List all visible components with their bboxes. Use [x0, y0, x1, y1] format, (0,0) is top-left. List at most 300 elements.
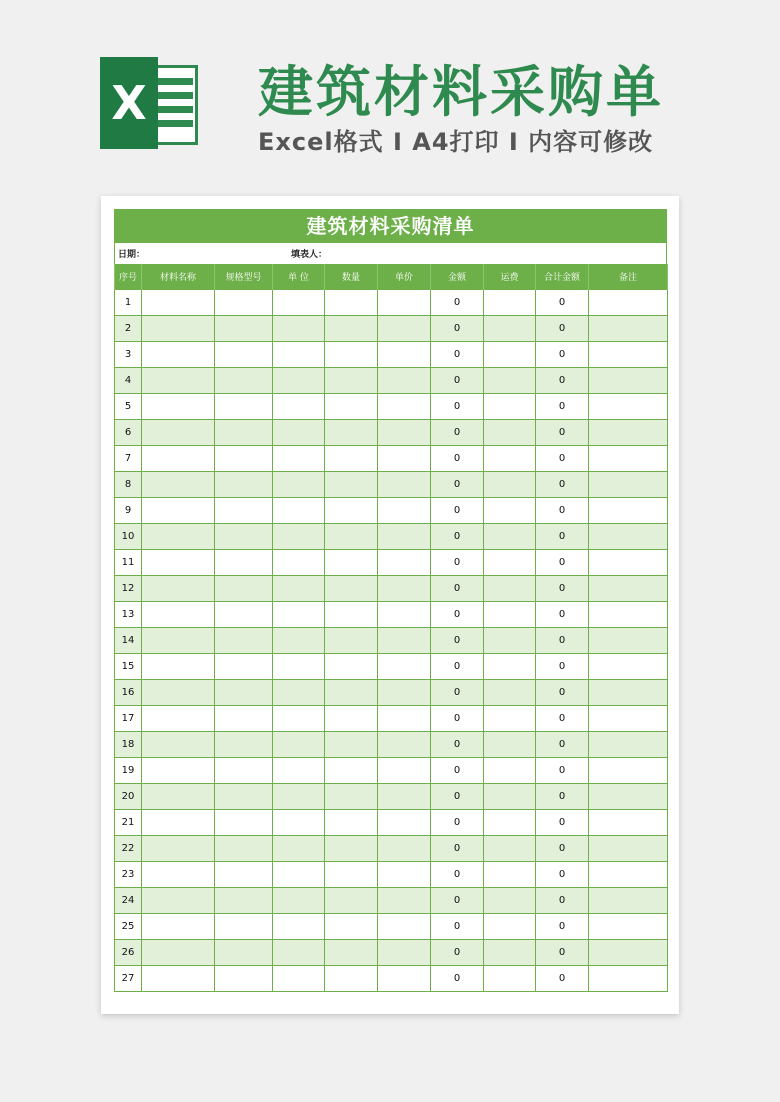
cell-unit[interactable] [273, 836, 325, 862]
cell-freight[interactable] [484, 524, 536, 550]
col-header-remark: 备注 [589, 264, 668, 290]
cell-freight[interactable] [484, 576, 536, 602]
cell-spec[interactable] [215, 654, 273, 680]
cell-no: 20 [115, 784, 142, 810]
cell-no: 8 [115, 472, 142, 498]
cell-freight[interactable] [484, 810, 536, 836]
cell-spec[interactable] [215, 316, 273, 342]
cell-spec[interactable] [215, 368, 273, 394]
cell-remark[interactable] [589, 940, 668, 966]
cell-qty[interactable] [325, 654, 378, 680]
cell-total[interactable]: 0 [536, 368, 589, 394]
cell-remark[interactable] [589, 602, 668, 628]
cell-qty[interactable] [325, 628, 378, 654]
cell-qty[interactable] [325, 342, 378, 368]
cell-price[interactable] [378, 316, 431, 342]
cell-material[interactable] [142, 342, 215, 368]
cell-qty[interactable] [325, 914, 378, 940]
cell-price[interactable] [378, 680, 431, 706]
cell-no: 4 [115, 368, 142, 394]
cell-price[interactable] [378, 784, 431, 810]
cell-price[interactable] [378, 888, 431, 914]
cell-unit[interactable] [273, 628, 325, 654]
cell-remark[interactable] [589, 550, 668, 576]
cell-spec[interactable] [215, 810, 273, 836]
cell-amount[interactable]: 0 [431, 628, 484, 654]
cell-spec[interactable] [215, 524, 273, 550]
cell-material[interactable] [142, 758, 215, 784]
cell-no: 27 [115, 966, 142, 992]
table-row [115, 654, 668, 680]
cell-material[interactable] [142, 888, 215, 914]
cell-unit[interactable] [273, 576, 325, 602]
cell-amount[interactable]: 0 [431, 758, 484, 784]
cell-unit[interactable] [273, 550, 325, 576]
cell-total[interactable]: 0 [536, 888, 589, 914]
cell-total[interactable]: 0 [536, 810, 589, 836]
cell-unit[interactable] [273, 290, 325, 316]
table-row [115, 420, 668, 446]
cell-material[interactable] [142, 290, 215, 316]
cell-spec[interactable] [215, 602, 273, 628]
cell-amount[interactable]: 0 [431, 706, 484, 732]
table-row [115, 914, 668, 940]
cell-remark[interactable] [589, 342, 668, 368]
cell-material[interactable] [142, 732, 215, 758]
cell-material[interactable] [142, 602, 215, 628]
cell-freight[interactable] [484, 836, 536, 862]
filler-label: 填表人： [291, 250, 328, 260]
cell-price[interactable] [378, 472, 431, 498]
table-row [115, 966, 668, 992]
cell-total[interactable]: 0 [536, 966, 589, 992]
cell-no: 9 [115, 498, 142, 524]
cell-qty[interactable] [325, 602, 378, 628]
cell-spec[interactable] [215, 342, 273, 368]
cell-unit[interactable] [273, 966, 325, 992]
cell-unit[interactable] [273, 524, 325, 550]
cell-freight[interactable] [484, 680, 536, 706]
cell-price[interactable] [378, 602, 431, 628]
cell-material[interactable] [142, 472, 215, 498]
cell-no: 2 [115, 316, 142, 342]
cell-amount[interactable]: 0 [431, 810, 484, 836]
cell-no: 15 [115, 654, 142, 680]
cell-remark[interactable] [589, 680, 668, 706]
cell-amount[interactable]: 0 [431, 966, 484, 992]
col-header-amount: 金额 [431, 264, 484, 290]
cell-material[interactable] [142, 680, 215, 706]
cell-qty[interactable] [325, 368, 378, 394]
cell-price[interactable] [378, 394, 431, 420]
table-row [115, 316, 668, 342]
table-row [115, 446, 668, 472]
cell-qty[interactable] [325, 550, 378, 576]
cell-spec[interactable] [215, 680, 273, 706]
cell-material[interactable] [142, 420, 215, 446]
cell-no: 26 [115, 940, 142, 966]
cell-total[interactable]: 0 [536, 784, 589, 810]
col-header-price: 单价 [378, 264, 431, 290]
cell-freight[interactable] [484, 732, 536, 758]
table-row [115, 784, 668, 810]
table-row [115, 524, 668, 550]
table-row [115, 628, 668, 654]
table-row [115, 888, 668, 914]
cell-total[interactable]: 0 [536, 862, 589, 888]
table-row [115, 680, 668, 706]
cell-qty[interactable] [325, 966, 378, 992]
cell-price[interactable] [378, 446, 431, 472]
cell-freight[interactable] [484, 368, 536, 394]
cell-qty[interactable] [325, 940, 378, 966]
cell-freight[interactable] [484, 966, 536, 992]
cell-material[interactable] [142, 706, 215, 732]
cell-remark[interactable] [589, 862, 668, 888]
cell-spec[interactable] [215, 472, 273, 498]
date-label: 日期： [118, 250, 146, 260]
cell-remark[interactable] [589, 758, 668, 784]
cell-material[interactable] [142, 784, 215, 810]
cell-price[interactable] [378, 758, 431, 784]
cell-price[interactable] [378, 550, 431, 576]
cell-unit[interactable] [273, 394, 325, 420]
cell-qty[interactable] [325, 446, 378, 472]
cell-price[interactable] [378, 732, 431, 758]
cell-price[interactable] [378, 628, 431, 654]
cell-material[interactable] [142, 836, 215, 862]
cell-price[interactable] [378, 524, 431, 550]
cell-unit[interactable] [273, 498, 325, 524]
cell-price[interactable] [378, 290, 431, 316]
cell-spec[interactable] [215, 420, 273, 446]
cell-remark[interactable] [589, 576, 668, 602]
cell-material[interactable] [142, 966, 215, 992]
cell-amount[interactable]: 0 [431, 472, 484, 498]
cell-amount[interactable]: 0 [431, 368, 484, 394]
cell-total[interactable]: 0 [536, 524, 589, 550]
cell-total[interactable]: 0 [536, 394, 589, 420]
cell-price[interactable] [378, 966, 431, 992]
cell-amount[interactable]: 0 [431, 498, 484, 524]
cell-price[interactable] [378, 576, 431, 602]
cell-price[interactable] [378, 654, 431, 680]
table-row [115, 368, 668, 394]
cell-material[interactable] [142, 550, 215, 576]
cell-remark[interactable] [589, 316, 668, 342]
cell-material[interactable] [142, 524, 215, 550]
cell-remark[interactable] [589, 732, 668, 758]
cell-amount[interactable]: 0 [431, 550, 484, 576]
cell-remark[interactable] [589, 914, 668, 940]
cell-total[interactable]: 0 [536, 628, 589, 654]
cell-no: 23 [115, 862, 142, 888]
cell-spec[interactable] [215, 758, 273, 784]
cell-no: 24 [115, 888, 142, 914]
cell-amount[interactable]: 0 [431, 654, 484, 680]
cell-amount[interactable]: 0 [431, 576, 484, 602]
cell-qty[interactable] [325, 420, 378, 446]
cell-total[interactable]: 0 [536, 316, 589, 342]
cell-unit[interactable] [273, 862, 325, 888]
cell-price[interactable] [378, 706, 431, 732]
cell-price[interactable] [378, 368, 431, 394]
cell-freight[interactable] [484, 628, 536, 654]
cell-total[interactable]: 0 [536, 576, 589, 602]
cell-qty[interactable] [325, 576, 378, 602]
cell-material[interactable] [142, 628, 215, 654]
cell-unit[interactable] [273, 706, 325, 732]
cell-qty[interactable] [325, 862, 378, 888]
cell-freight[interactable] [484, 420, 536, 446]
cell-spec[interactable] [215, 784, 273, 810]
cell-no: 12 [115, 576, 142, 602]
col-header-freight: 运费 [484, 264, 536, 290]
cell-freight[interactable] [484, 550, 536, 576]
cell-freight[interactable] [484, 602, 536, 628]
cell-no: 7 [115, 446, 142, 472]
table-row [115, 576, 668, 602]
cell-qty[interactable] [325, 680, 378, 706]
cell-qty[interactable] [325, 732, 378, 758]
page-subtitle: Excel格式 I A4打印 I 内容可修改 [258, 128, 654, 156]
cell-freight[interactable] [484, 940, 536, 966]
cell-freight[interactable] [484, 914, 536, 940]
cell-total[interactable]: 0 [536, 290, 589, 316]
cell-unit[interactable] [273, 914, 325, 940]
cell-qty[interactable] [325, 810, 378, 836]
cell-material[interactable] [142, 498, 215, 524]
cell-spec[interactable] [215, 914, 273, 940]
cell-freight[interactable] [484, 342, 536, 368]
cell-material[interactable] [142, 810, 215, 836]
cell-remark[interactable] [589, 628, 668, 654]
cell-unit[interactable] [273, 420, 325, 446]
cell-amount[interactable]: 0 [431, 342, 484, 368]
cell-spec[interactable] [215, 706, 273, 732]
sheet-title: 建筑材料采购清单 [114, 209, 667, 243]
table-row [115, 290, 668, 316]
cell-remark[interactable] [589, 472, 668, 498]
cell-spec[interactable] [215, 628, 273, 654]
table-row [115, 550, 668, 576]
cell-total[interactable]: 0 [536, 654, 589, 680]
cell-no: 1 [115, 290, 142, 316]
cell-qty[interactable] [325, 394, 378, 420]
cell-total[interactable]: 0 [536, 472, 589, 498]
cell-amount[interactable]: 0 [431, 784, 484, 810]
table-row [115, 810, 668, 836]
cell-price[interactable] [378, 836, 431, 862]
cell-unit[interactable] [273, 316, 325, 342]
cell-total[interactable]: 0 [536, 914, 589, 940]
cell-amount[interactable]: 0 [431, 290, 484, 316]
cell-freight[interactable] [484, 706, 536, 732]
cell-spec[interactable] [215, 732, 273, 758]
cell-amount[interactable]: 0 [431, 420, 484, 446]
cell-amount[interactable]: 0 [431, 732, 484, 758]
cell-freight[interactable] [484, 316, 536, 342]
cell-remark[interactable] [589, 290, 668, 316]
cell-remark[interactable] [589, 394, 668, 420]
cell-amount[interactable]: 0 [431, 394, 484, 420]
cell-total[interactable]: 0 [536, 550, 589, 576]
cell-remark[interactable] [589, 784, 668, 810]
cell-price[interactable] [378, 342, 431, 368]
cell-freight[interactable] [484, 784, 536, 810]
cell-qty[interactable] [325, 316, 378, 342]
cell-unit[interactable] [273, 940, 325, 966]
cell-freight[interactable] [484, 472, 536, 498]
page-title: 建筑材料采购单 [258, 60, 665, 124]
cell-remark[interactable] [589, 420, 668, 446]
cell-qty[interactable] [325, 524, 378, 550]
cell-qty[interactable] [325, 836, 378, 862]
cell-unit[interactable] [273, 810, 325, 836]
cell-price[interactable] [378, 498, 431, 524]
table-row [115, 472, 668, 498]
cell-total[interactable]: 0 [536, 602, 589, 628]
cell-no: 25 [115, 914, 142, 940]
cell-price[interactable] [378, 862, 431, 888]
cell-spec[interactable] [215, 576, 273, 602]
cell-total[interactable]: 0 [536, 498, 589, 524]
cell-price[interactable] [378, 914, 431, 940]
cell-total[interactable]: 0 [536, 732, 589, 758]
cell-qty[interactable] [325, 784, 378, 810]
table-row [115, 940, 668, 966]
cell-freight[interactable] [484, 758, 536, 784]
cell-remark[interactable] [589, 498, 668, 524]
table-row [115, 394, 668, 420]
cell-amount[interactable]: 0 [431, 446, 484, 472]
cell-unit[interactable] [273, 446, 325, 472]
table-row [115, 342, 668, 368]
cell-total[interactable]: 0 [536, 836, 589, 862]
cell-total[interactable]: 0 [536, 940, 589, 966]
cell-spec[interactable] [215, 394, 273, 420]
cell-total[interactable]: 0 [536, 706, 589, 732]
cell-remark[interactable] [589, 368, 668, 394]
purchase-table [114, 264, 668, 992]
cell-material[interactable] [142, 394, 215, 420]
cell-total[interactable]: 0 [536, 758, 589, 784]
cell-unit[interactable] [273, 654, 325, 680]
cell-spec[interactable] [215, 966, 273, 992]
table-row [115, 758, 668, 784]
cell-remark[interactable] [589, 524, 668, 550]
cell-freight[interactable] [484, 888, 536, 914]
cell-remark[interactable] [589, 810, 668, 836]
cell-no: 3 [115, 342, 142, 368]
cell-qty[interactable] [325, 706, 378, 732]
cell-qty[interactable] [325, 498, 378, 524]
excel-logo-icon [100, 57, 200, 149]
cell-freight[interactable] [484, 862, 536, 888]
cell-total[interactable]: 0 [536, 342, 589, 368]
cell-unit[interactable] [273, 472, 325, 498]
cell-amount[interactable]: 0 [431, 888, 484, 914]
cell-amount[interactable]: 0 [431, 836, 484, 862]
cell-remark[interactable] [589, 836, 668, 862]
cell-price[interactable] [378, 420, 431, 446]
cell-total[interactable]: 0 [536, 680, 589, 706]
col-header-no: 序号 [115, 264, 142, 290]
info-row [114, 243, 667, 264]
cell-remark[interactable] [589, 446, 668, 472]
cell-spec[interactable] [215, 498, 273, 524]
cell-remark[interactable] [589, 706, 668, 732]
cell-unit[interactable] [273, 342, 325, 368]
cell-unit[interactable] [273, 680, 325, 706]
cell-freight[interactable] [484, 498, 536, 524]
cell-spec[interactable] [215, 550, 273, 576]
cell-amount[interactable]: 0 [431, 524, 484, 550]
cell-unit[interactable] [273, 758, 325, 784]
cell-no: 5 [115, 394, 142, 420]
cell-material[interactable] [142, 654, 215, 680]
cell-material[interactable] [142, 914, 215, 940]
cell-freight[interactable] [484, 446, 536, 472]
cell-unit[interactable] [273, 602, 325, 628]
cell-qty[interactable] [325, 888, 378, 914]
cell-amount[interactable]: 0 [431, 602, 484, 628]
cell-freight[interactable] [484, 654, 536, 680]
cell-total[interactable]: 0 [536, 446, 589, 472]
cell-qty[interactable] [325, 290, 378, 316]
cell-material[interactable] [142, 576, 215, 602]
cell-spec[interactable] [215, 888, 273, 914]
cell-unit[interactable] [273, 888, 325, 914]
cell-qty[interactable] [325, 758, 378, 784]
cell-amount[interactable]: 0 [431, 940, 484, 966]
col-header-qty: 数量 [325, 264, 378, 290]
cell-spec[interactable] [215, 862, 273, 888]
cell-unit[interactable] [273, 368, 325, 394]
cell-remark[interactable] [589, 654, 668, 680]
cell-spec[interactable] [215, 446, 273, 472]
cell-freight[interactable] [484, 290, 536, 316]
cell-remark[interactable] [589, 888, 668, 914]
table-row [115, 602, 668, 628]
cell-amount[interactable]: 0 [431, 680, 484, 706]
cell-spec[interactable] [215, 836, 273, 862]
cell-unit[interactable] [273, 732, 325, 758]
cell-no: 17 [115, 706, 142, 732]
cell-unit[interactable] [273, 784, 325, 810]
cell-material[interactable] [142, 316, 215, 342]
cell-amount[interactable]: 0 [431, 862, 484, 888]
col-header-material: 材料名称 [142, 264, 215, 290]
cell-material[interactable] [142, 446, 215, 472]
cell-material[interactable] [142, 862, 215, 888]
cell-amount[interactable]: 0 [431, 914, 484, 940]
logo-letter: X [100, 57, 158, 149]
cell-amount[interactable]: 0 [431, 316, 484, 342]
cell-spec[interactable] [215, 940, 273, 966]
cell-price[interactable] [378, 810, 431, 836]
cell-material[interactable] [142, 368, 215, 394]
cell-remark[interactable] [589, 966, 668, 992]
cell-price[interactable] [378, 940, 431, 966]
cell-spec[interactable] [215, 290, 273, 316]
cell-no: 13 [115, 602, 142, 628]
cell-total[interactable]: 0 [536, 420, 589, 446]
cell-material[interactable] [142, 940, 215, 966]
table-row [115, 498, 668, 524]
cell-freight[interactable] [484, 394, 536, 420]
cell-qty[interactable] [325, 472, 378, 498]
